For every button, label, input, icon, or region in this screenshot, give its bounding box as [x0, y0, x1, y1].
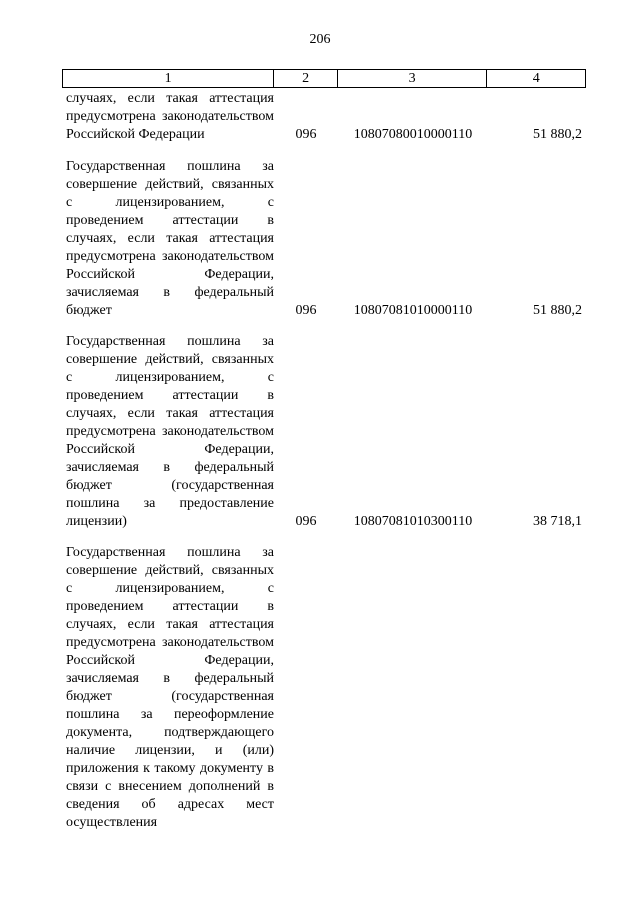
row-admin-code: 096: [295, 127, 317, 142]
header-col-3: 3: [338, 70, 487, 87]
row-amount: 51 880,2: [533, 303, 582, 318]
page-number: 206: [309, 32, 331, 47]
row-description: Государственная пошлина за совершение действий, связанных с лицензированием, с проведением аттестации в случаях, если такая аттестация предусмотрена законодательством Российской Федерации, зачисляемая в федеральный бюджет: [66, 159, 274, 318]
header-col-2: 2: [274, 70, 338, 87]
table-row: [62, 158, 586, 320]
header-col-4: 4: [532, 71, 540, 86]
table-row: [62, 333, 586, 531]
row-budget-code: 10807080010000110: [353, 127, 473, 142]
table-body: [62, 90, 586, 845]
row-description: Государственная пошлина за совершение действий, связанных с лицензированием, с проведением аттестации в случаях, если такая аттестация предусмотрена законодательством Российской Федерации, зачисляемая в федеральный бюджет (государственная пошлина за переоформление документа, подтверждающего наличие лицензии, и (или) приложения к такому документу в связи с внесением дополнений в сведения об адресах мест осуществления: [66, 545, 274, 830]
table-row: [62, 544, 586, 832]
row-admin-code: 096: [295, 514, 317, 529]
header-col-1: 1: [63, 70, 274, 87]
table-header: [62, 69, 586, 88]
row-budget-code: 10807081010300110: [353, 514, 473, 529]
row-admin-code: 096: [295, 303, 317, 318]
row-amount: 38 718,1: [533, 514, 582, 529]
row-amount: 51 880,2: [533, 127, 582, 142]
row-description: Государственная пошлина за совершение действий, связанных с лицензированием, с проведением аттестации в случаях, если такая аттестация предусмотрена законодательством Российской Федерации, зачисляемая в федеральный бюджет (государственная пошлина за предоставление лицензии): [66, 334, 274, 529]
table-row: [62, 90, 586, 144]
row-description: случаях, если такая аттестация предусмотрена законодательством Российской Федерации: [66, 91, 274, 142]
row-budget-code: 10807081010000110: [353, 303, 473, 318]
